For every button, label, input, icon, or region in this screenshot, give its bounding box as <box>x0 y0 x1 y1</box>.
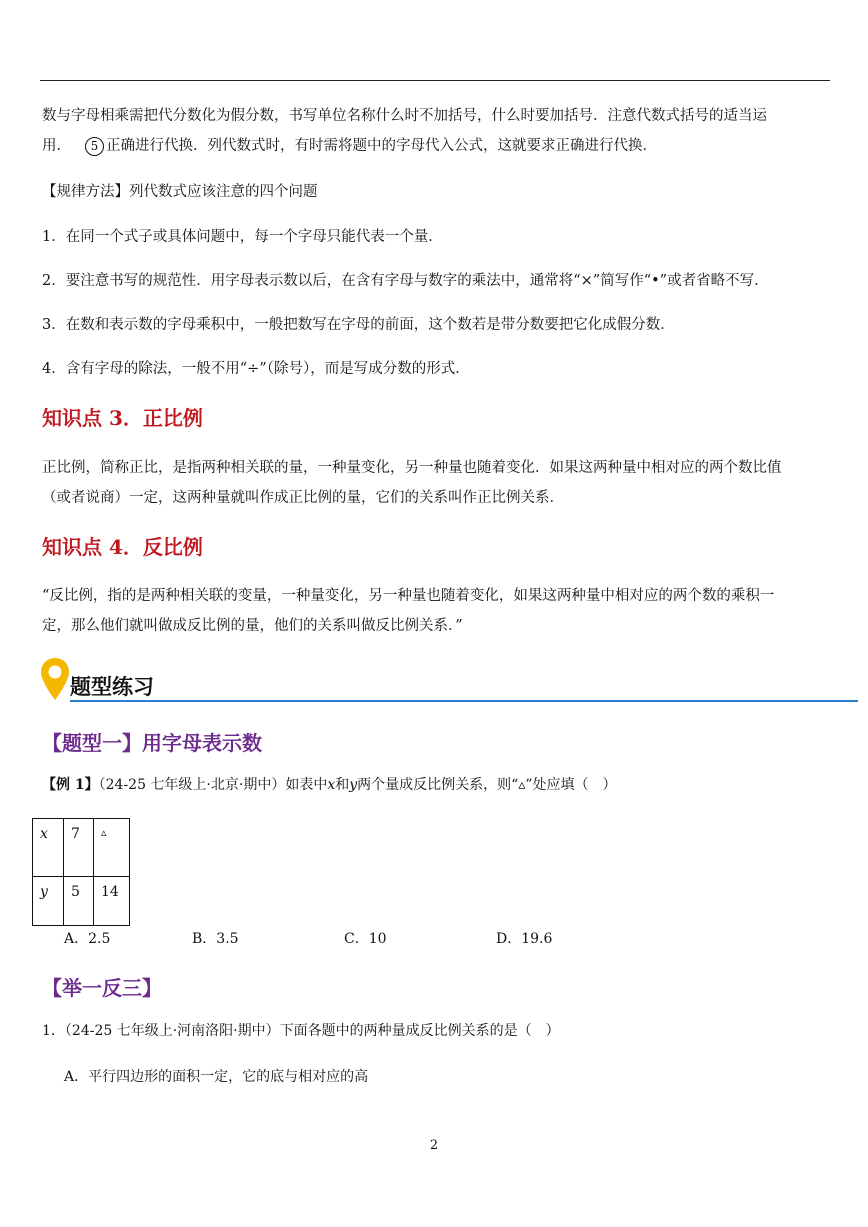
section-header <box>40 655 820 705</box>
option-d: D．19.6 <box>496 931 553 947</box>
page-number: 2 <box>429 1138 439 1153</box>
example-text-start: （24-25 七年级上·北京·期中）如表中 <box>98 777 328 793</box>
table-cell: 5 <box>64 877 94 926</box>
rule-1: 1．在同一个式子或具体问题中，每一个字母只能代表一个量． <box>42 229 443 245</box>
xy-table <box>32 818 130 926</box>
rule-3: 3．在数和表示数的字母乘积中，一般把数写在字母的前面，这个数若是带分数要把它化成假分数． <box>42 317 675 333</box>
var-x: x <box>327 777 336 793</box>
circled-number: 5 <box>85 137 104 156</box>
practice-q1-option-a: A．平行四边形的面积一定，它的底与相对应的高 <box>64 1069 369 1085</box>
table-cell: 14 <box>94 877 130 926</box>
knowledge-point-3-title: 知识点 3．正比例 <box>42 406 203 430</box>
intro-line-2-start: 用． <box>42 138 71 154</box>
table-cell: 7 <box>64 819 94 877</box>
table-cell: y <box>33 877 64 926</box>
example-1 <box>42 774 617 794</box>
section-rule <box>70 700 858 702</box>
table-cell-triangle: ▵ <box>94 819 130 877</box>
table-row-y <box>33 877 130 926</box>
example-text-and: 和 <box>335 777 350 793</box>
option-a: A．2.5 <box>64 931 111 947</box>
table-cell: x <box>33 819 64 877</box>
kp4-body-line-2: 定，那么他们就叫做成反比例的量，他们的关系叫做反比例关系．” <box>42 618 463 634</box>
location-pin-icon <box>40 657 70 701</box>
method-title: 【规律方法】列代数式应该注意的四个问题 <box>42 184 318 200</box>
kp3-body-line-1: 正比例，简称正比，是指两种相关联的量，一种量变化，另一种量也随着变化．如果这两种量中相对应的两个数比值 <box>42 460 782 476</box>
rule-2: 2．要注意书写的规范性．用字母表示数以后，在含有字母与数字的乘法中，通常将“×”简写作“•”或者省略不写． <box>42 273 769 289</box>
intro-line-1: 数与字母相乘需把代分数化为假分数，书写单位名称什么时不加括号，什么时要加括号．注意代数式括号的适当运 <box>42 108 767 124</box>
example-label: 【例 1】 <box>42 777 99 793</box>
example-text-end: 两个量成反比例关系，则“▵”处应填（ ） <box>357 777 617 793</box>
rule-4: 4．含有字母的除法，一般不用“÷”（除号），而是写成分数的形式． <box>42 361 470 377</box>
practice-question-1: 1．（24-25 七年级上·河南洛阳·期中）下面各题中的两种量成反比例关系的是（ ） <box>42 1023 560 1039</box>
practice-title: 【举一反三】 <box>42 976 162 1000</box>
kp4-body-line-1: “反比例，指的是两种相关联的变量，一种量变化，另一种量也随着变化，如果这两种量中相对应的两个数的乘积一 <box>42 588 775 604</box>
header-rule <box>40 80 830 81</box>
section-title: 题型练习 <box>70 674 154 699</box>
option-b: B．3.5 <box>192 931 239 947</box>
intro-line-2-rest: 正确进行代换．列代数式时，有时需将题中的字母代入公式，这就要求正确进行代换． <box>106 138 657 154</box>
option-c: C．10 <box>344 931 387 947</box>
knowledge-point-4-title: 知识点 4．反比例 <box>42 535 203 559</box>
var-y: y <box>349 777 358 793</box>
question-type-1-title: 【题型一】用字母表示数 <box>42 731 262 755</box>
intro-line-2 <box>42 134 657 156</box>
table-row-x <box>33 819 130 877</box>
kp3-body-line-2: （或者说商）一定，这两种量就叫作成正比例的量，它们的关系叫作正比例关系． <box>42 490 564 506</box>
